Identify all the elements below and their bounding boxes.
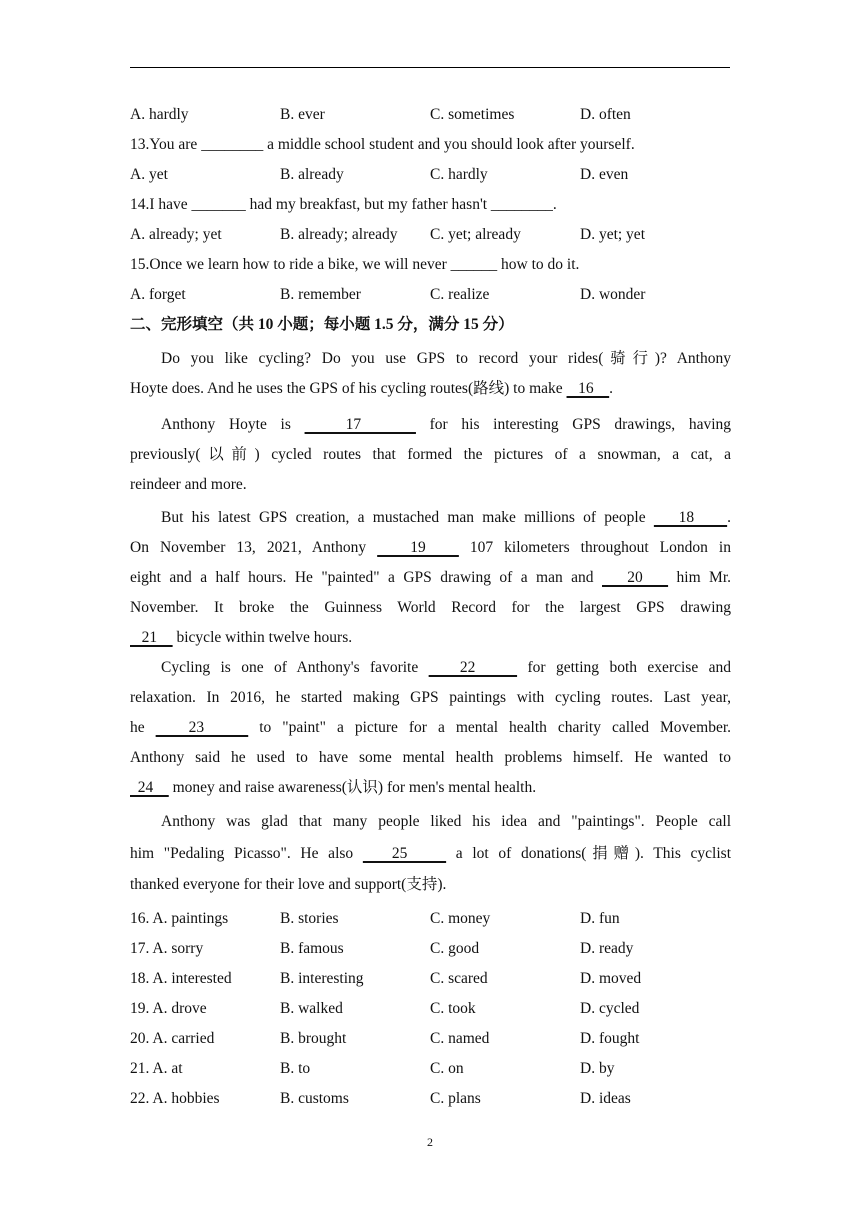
- option-d: D. by: [580, 1060, 615, 1077]
- paragraph-line: [130, 623, 731, 653]
- blank-22: 22: [428, 659, 518, 676]
- paragraph-line: [130, 713, 731, 743]
- text-segment: bicycle within twelve hours.: [172, 629, 353, 646]
- option-d: D. fought: [580, 1030, 640, 1047]
- option-c: C. realize: [430, 286, 490, 303]
- option-b: B. remember: [280, 286, 361, 303]
- text-segment: him Mr.: [668, 569, 732, 586]
- option-a: 21. A. at: [130, 1060, 183, 1077]
- option-c: C. money: [430, 910, 491, 927]
- blank-23: 23: [155, 719, 249, 736]
- text-segment: for getting both exercise and: [517, 659, 731, 676]
- option-d: D. moved: [580, 970, 642, 987]
- text-segment: Hoyte does. And he uses the GPS of his cycling routes(路线) to make: [130, 380, 567, 397]
- option-c: C. hardly: [430, 166, 488, 183]
- option-a: 18. A. interested: [130, 970, 232, 987]
- option-c: C. took: [430, 1000, 476, 1017]
- paragraph-line: [130, 806, 731, 837]
- text-segment: .: [727, 509, 731, 526]
- option-a: A. hardly: [130, 106, 189, 123]
- text-segment: 107 kilometers throughout London in: [458, 539, 731, 556]
- option-d: D. yet; yet: [580, 226, 645, 243]
- text-segment: a lot of donations(捐赠). This cyclist: [446, 845, 731, 862]
- text-segment: him "Pedaling Picasso". He also: [130, 845, 363, 862]
- option-d: D. wonder: [580, 286, 646, 303]
- option-a: A. forget: [130, 286, 186, 303]
- option-a: 20. A. carried: [130, 1030, 215, 1047]
- passage-paragraph-2: [130, 410, 731, 500]
- question-15: 15.Once we learn how to ride a bike, we will never ______ how to do it.: [130, 256, 580, 273]
- option-b: B. to: [280, 1060, 311, 1077]
- paragraph-line: [130, 374, 731, 404]
- option-c: C. on: [430, 1060, 464, 1077]
- option-b: B. famous: [280, 940, 344, 957]
- blank-16: 16: [566, 380, 610, 397]
- paragraph-line: [130, 410, 731, 440]
- option-a: A. already; yet: [130, 226, 222, 243]
- text-segment: But his latest GPS creation, a mustached man make millions of people: [161, 509, 654, 526]
- option-a: 19. A. drove: [130, 1000, 207, 1017]
- passage-paragraph-4: [130, 653, 731, 803]
- text-segment: On November 13, 2021, Anthony: [130, 539, 378, 556]
- option-d: D. often: [580, 106, 631, 123]
- blank-17: 17: [304, 416, 416, 433]
- option-b: B. stories: [280, 910, 339, 927]
- paragraph-line: previously(以前) cycled routes that formed the pictures of a snowman, a cat, a: [130, 446, 731, 463]
- option-d: D. ready: [580, 940, 634, 957]
- blank-19: 19: [377, 539, 459, 556]
- blank-24: 24: [130, 779, 169, 796]
- blank-20: 20: [602, 569, 669, 586]
- option-b: B. brought: [280, 1030, 347, 1047]
- option-d: D. cycled: [580, 1000, 640, 1017]
- text-segment: Anthony Hoyte is: [161, 416, 305, 433]
- option-b: B. already: [280, 166, 344, 183]
- option-c: C. named: [430, 1030, 490, 1047]
- text-segment: Anthony was glad that many people liked his idea and "paintings". People call: [161, 813, 731, 830]
- paragraph-line: [130, 503, 731, 533]
- text-segment: for his interesting GPS drawings, having: [415, 416, 732, 433]
- page-number: 2: [427, 1135, 433, 1149]
- option-a: 17. A. sorry: [130, 940, 204, 957]
- option-b: B. interesting: [280, 970, 364, 987]
- option-c: C. scared: [430, 970, 488, 987]
- option-b: B. ever: [280, 106, 325, 123]
- option-c: C. good: [430, 940, 480, 957]
- paragraph-line: [130, 773, 731, 803]
- option-a: A. yet: [130, 166, 168, 183]
- blank-25: 25: [362, 845, 447, 862]
- question-14: 14.I have _______ had my breakfast, but my father hasn't ________.: [130, 196, 557, 213]
- paragraph-line: November. It broke the Guinness World Record for the largest GPS drawing: [130, 599, 731, 616]
- text-segment: he: [130, 719, 156, 736]
- paragraph-line: thanked everyone for their love and support(支持).: [130, 876, 447, 893]
- option-a: 22. A. hobbies: [130, 1090, 220, 1107]
- blank-21: 21: [130, 629, 173, 646]
- option-d: D. even: [580, 166, 629, 183]
- option-c: C. yet; already: [430, 226, 521, 243]
- text-segment: Cycling is one of Anthony's favorite: [161, 659, 429, 676]
- header-rule: [130, 67, 730, 68]
- option-b: B. already; already: [280, 226, 398, 243]
- paragraph-line: [130, 344, 731, 374]
- paragraph-line: [130, 653, 731, 683]
- text-segment: eight and a half hours. He "painted" a GPS drawing of a man and: [130, 569, 602, 586]
- text-segment: to "paint" a picture for a mental health charity called Movember.: [248, 719, 732, 736]
- option-a: 16. A. paintings: [130, 910, 229, 927]
- section-heading: 二、完形填空（共 10 小题；每小题 1.5 分，满分 15 分）: [130, 316, 514, 333]
- paragraph-line: [130, 533, 731, 563]
- option-c: C. plans: [430, 1090, 481, 1107]
- option-b: B. customs: [280, 1090, 349, 1107]
- paragraph-line: [130, 563, 731, 593]
- passage-paragraph-5: [130, 806, 731, 900]
- option-d: D. ideas: [580, 1090, 631, 1107]
- option-d: D. fun: [580, 910, 620, 927]
- text-segment: money and raise awareness(认识) for men's mental health.: [168, 779, 537, 796]
- paragraph-line: relaxation. In 2016, he started making GPS paintings with cycling routes. Last year,: [130, 689, 731, 706]
- passage-paragraph-1: [130, 344, 731, 404]
- paragraph-line: Anthony said he used to have some mental health problems himself. He wanted to: [130, 749, 731, 766]
- paragraph-line: [130, 837, 731, 870]
- blank-18: 18: [653, 509, 728, 526]
- text-segment: Do you like cycling? Do you use GPS to record your rides(骑行)? Anthony: [161, 350, 731, 367]
- paragraph-line: reindeer and more.: [130, 476, 247, 493]
- option-b: B. walked: [280, 1000, 343, 1017]
- option-c: C. sometimes: [430, 106, 515, 123]
- passage-paragraph-3: [130, 503, 731, 653]
- text-segment: .: [609, 380, 614, 397]
- question-13: 13.You are ________ a middle school student and you should look after yourself.: [130, 136, 635, 153]
